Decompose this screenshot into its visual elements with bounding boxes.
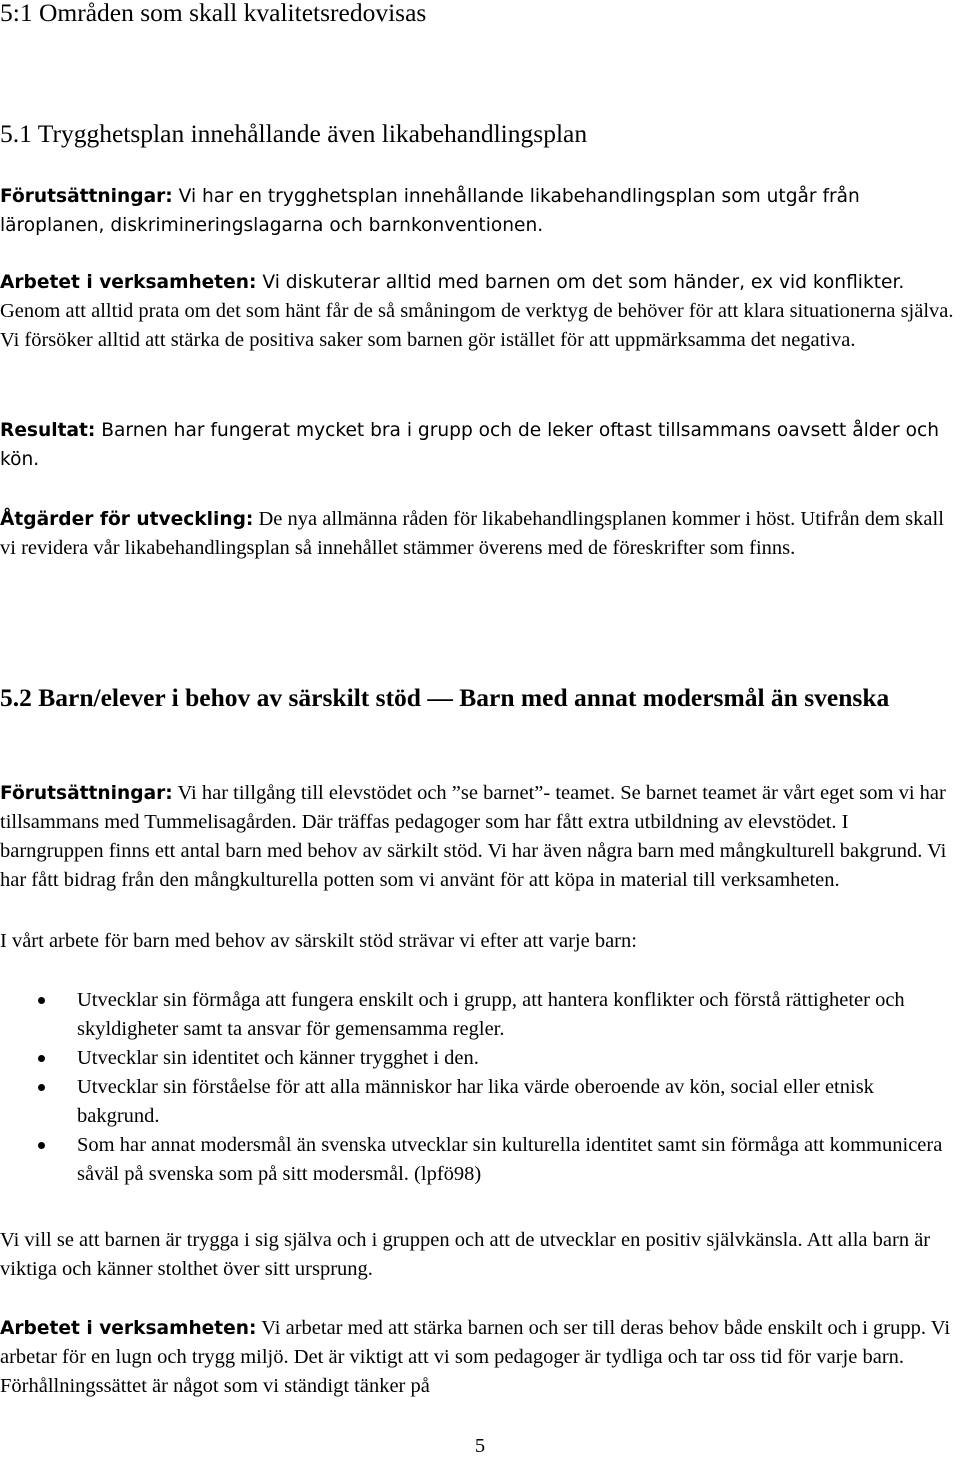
result-label: Resultat: — [0, 420, 96, 441]
result-text: Barnen har fungerat mycket bra i grupp och de leker oftast tillsammans oavsett ålder och kön. — [0, 420, 939, 470]
actions-paragraph — [0, 505, 956, 563]
section-heading-dash: — — [421, 683, 460, 712]
list-item-text: Utvecklar sin identitet och känner trygghet i den. — [77, 1047, 479, 1069]
closing-paragraph — [0, 1226, 956, 1284]
intro-line: I vårt arbete för barn med behov av särskilt stöd strävar vi efter att varje barn: — [0, 930, 637, 952]
prerequisites-text-5-2-e: Vi har fått bidrag från den mångkulturella potten som vi använt för att köpa in material till verksamheten. — [0, 840, 947, 891]
prerequisites-label: Förutsättningar: — [0, 186, 173, 207]
closing-text-2: Att alla barn är viktiga och känner stolthet över sitt ursprung. — [0, 1229, 931, 1280]
section-heading-title: 2 Barn/elever i behov av särskilt stöd — [19, 683, 421, 712]
goals-list — [0, 986, 956, 1189]
work-text-5-2-b: Vi arbetar för en lugn och trygg miljö. — [0, 1317, 951, 1368]
bullet-icon — [38, 1142, 45, 1149]
work-text-continued-2: Vi försöker alltid att stärka de positiva saker som barnen gör istället för att uppmärksamma det negativa. — [0, 329, 856, 351]
list-item-text: Som har annat modersmål än svenska utvecklar sin kulturella identitet samt sin förmåga att kommunicera såväl på svenska som på sitt modersmål. (lpfö98) — [77, 1134, 943, 1185]
bullet-icon — [38, 997, 45, 1004]
list-item-text: Utvecklar sin förståelse för att alla människor har lika värde oberoende av kön, social eller etnisk bakgrund. — [77, 1076, 874, 1127]
result-paragraph — [0, 416, 956, 474]
closing-text: Vi vill se att barnen är trygga i sig själva och i gruppen och att de utvecklar en positiv självkänsla. — [0, 1229, 803, 1251]
list-item-text: Utvecklar sin förmåga att fungera enskilt och i grupp, att hantera konflikter och förstå rättigheter och skyldigheter samt ta ansvar för gemensamma regler. — [77, 989, 905, 1040]
prerequisites-paragraph — [0, 182, 956, 240]
actions-text: De nya allmänna råden för likabehandlingsplanen kommer i höst. Utifrån dem skall vi revidera vår likabehandlingsplan så innehållet stämmer överens med de föreskrifter som finns. — [0, 508, 944, 559]
bullet-icon — [38, 1055, 45, 1062]
list-item — [0, 1131, 956, 1189]
list-item — [0, 1073, 956, 1131]
work-label-5-2: Arbetet i verksamheten: — [0, 1318, 257, 1339]
section-heading-5-1: 5.1 Trygghetsplan innehållande även likabehandlingsplan — [0, 119, 588, 148]
actions-label: Åtgärder för utveckling: — [0, 509, 254, 530]
section-heading-number: 5. — [0, 683, 20, 712]
work-paragraph-5-2 — [0, 1314, 956, 1401]
work-text-continued: Genom att alltid prata om det som hänt får de så småningom de verktyg de behöver för att klara situationerna själva. — [0, 300, 954, 322]
prerequisites-text-5-2-b: Se barnet teamet är vårt eget som vi har tillsammans med Tummelisagården. — [0, 782, 946, 833]
prerequisites-text-5-2-a: Vi har tillgång till elevstödet och ”se barnet”- teamet. — [172, 782, 616, 804]
section-heading-5-2 — [0, 681, 956, 715]
work-label: Arbetet i verksamheten: — [0, 272, 257, 293]
work-text-5-2-c: Det är viktigt att vi som pedagoger är tydliga och tar oss tid för varje barn. — [288, 1346, 905, 1368]
page-title: 5:1 Områden som skall kvalitetsredovisas — [0, 0, 427, 27]
bullet-icon — [38, 1084, 45, 1091]
prerequisites-text-5-2-c: Där träffas pedagoger som har fått extra utbildning av elevstödet. — [296, 811, 837, 833]
prerequisites-text: Vi har en trygghetsplan innehållande likabehandlingsplan som utgår från läroplanen, diskrimineringslagarna och barnkonventionen. — [0, 186, 860, 236]
work-text-5-2: Vi arbetar med att stärka barnen och ser till deras behov både enskilt och i grupp. — [256, 1317, 927, 1339]
list-item — [0, 986, 956, 1044]
list-item — [0, 1044, 956, 1073]
work-text-5-2-d: Förhållningssättet är något som vi ständigt tänker på — [0, 1375, 430, 1397]
prerequisites-paragraph-5-2 — [0, 779, 956, 895]
section-heading-subtitle: Barn med annat modersmål än svenska — [459, 683, 890, 712]
page-number: 5 — [474, 1435, 486, 1457]
prerequisites-text-5-2-d: I barngruppen finns ett antal barn med behov av särkilt stöd. Vi har även några barn med mångkulturell bakgrund. — [0, 811, 923, 862]
work-paragraph — [0, 268, 956, 355]
prerequisites-label-5-2: Förutsättningar: — [0, 783, 173, 804]
work-text: Vi diskuterar alltid med barnen om det som händer, ex vid konflikter. — [256, 272, 905, 293]
